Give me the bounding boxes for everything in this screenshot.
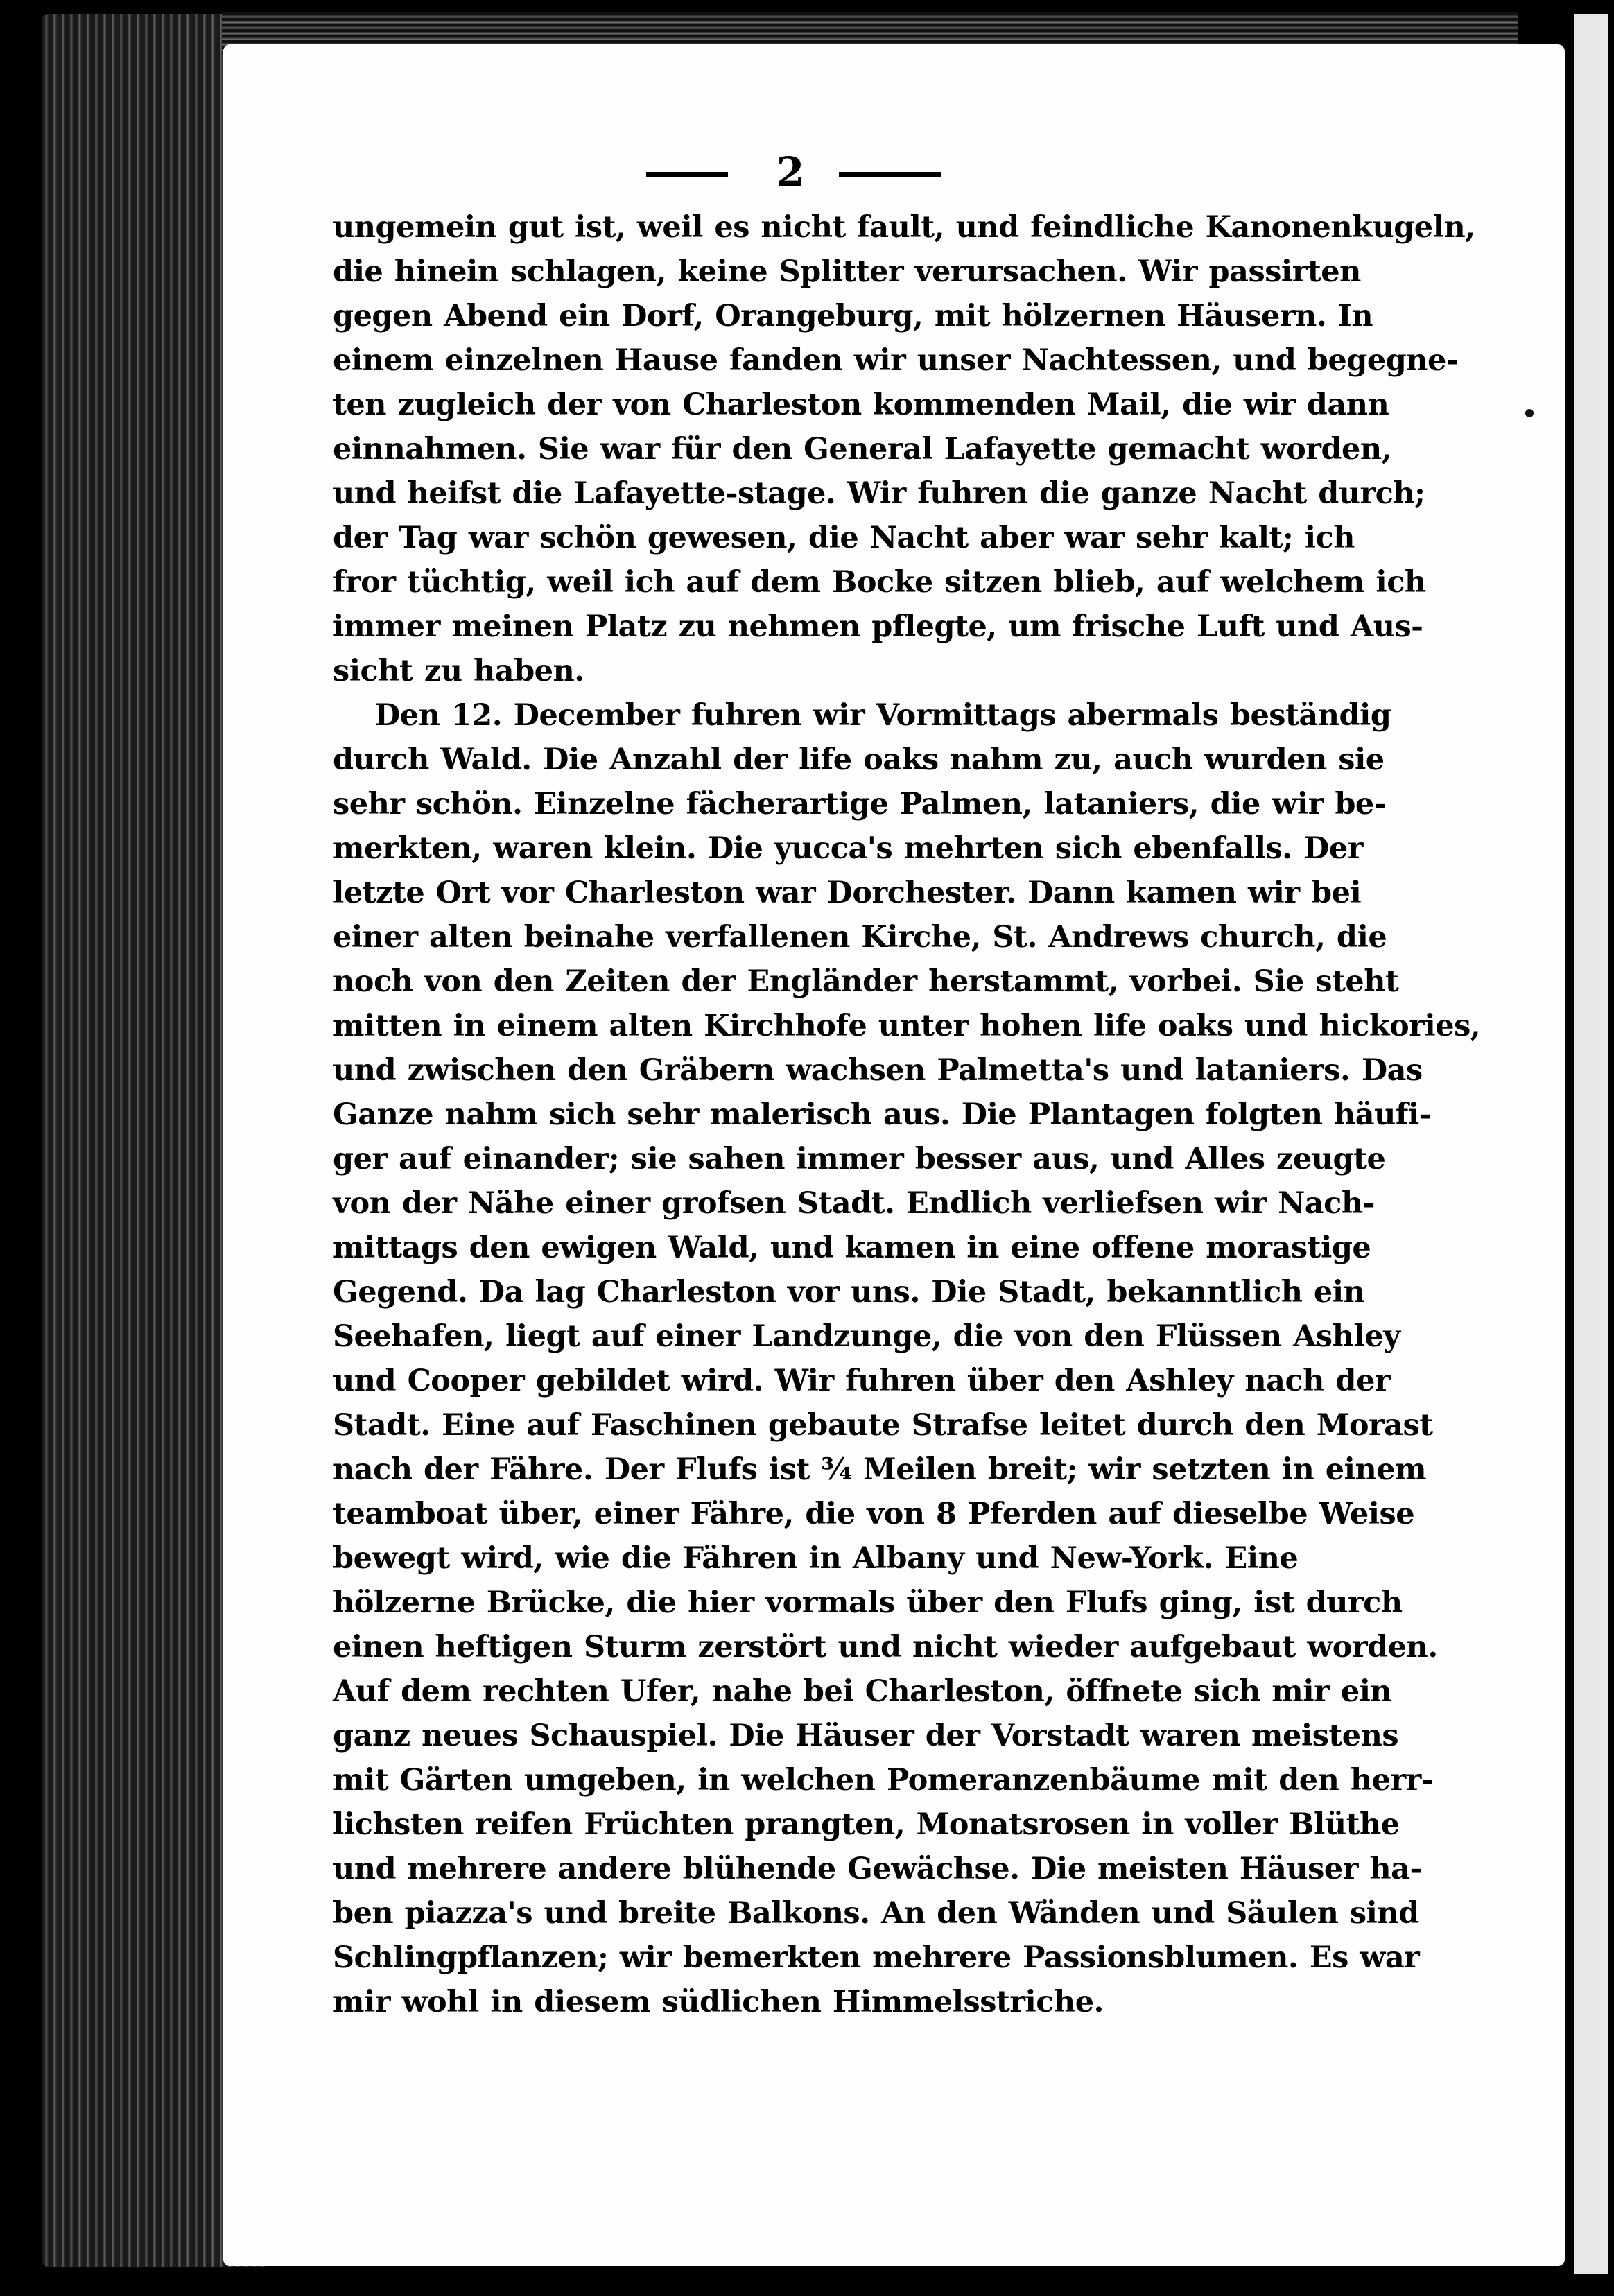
text-line: ungemein gut ist, weil es nicht fault, und feindliche Kanonenkugeln, — [333, 210, 1475, 245]
text-line: hölzerne Brücke, die hier vormals über den Flufs ging, ist durch — [333, 1585, 1403, 1620]
text-line: mitten in einem alten Kirchhofe unter hohen life oaks und hickories, — [333, 1009, 1481, 1043]
text-line: mir wohl in diesem südlichen Himmelsstriche. — [333, 1985, 1104, 2019]
text-line: merkten, waren klein. Die yucca's mehrten sich ebenfalls. Der — [333, 831, 1363, 866]
header-rule-right — [839, 172, 942, 177]
text-line: Stadt. Eine auf Faschinen gebaute Strafse leitet durch den Morast — [333, 1408, 1433, 1443]
text-line: Gegend. Da lag Charleston vor uns. Die Stadt, bekanntlich ein — [333, 1275, 1365, 1310]
text-line: ben piazza's und breite Balkons. An den Wänden und Säulen sind — [333, 1896, 1419, 1931]
text-line: mit Gärten umgeben, in welchen Pomeranzenbäume mit den herr- — [333, 1763, 1434, 1798]
text-line: einen heftigen Sturm zerstört und nicht wieder aufgebaut worden. — [333, 1630, 1438, 1664]
text-line: die hinein schlagen, keine Splitter verursachen. Wir passirten — [333, 254, 1361, 289]
facing-page-edge — [1568, 14, 1608, 2274]
text-line: noch von den Zeiten der Engländer herstammt, vorbei. Sie steht — [333, 964, 1399, 999]
text-line: ganz neues Schauspiel. Die Häuser der Vorstadt waren meistens — [333, 1719, 1399, 1753]
paragraph-first-line: Den 12. December fuhren wir Vormittags abermals beständig — [374, 698, 1391, 733]
header-rule-left — [646, 172, 728, 177]
text-line: sicht zu haben. — [333, 654, 584, 688]
text-line: und Cooper gebildet wird. Wir fuhren über den Ashley nach der — [333, 1364, 1390, 1398]
text-line: nach der Fähre. Der Flufs ist ¾ Meilen breit; wir setzten in einem — [333, 1452, 1427, 1487]
text-line: Seehafen, liegt auf einer Landzunge, die von den Flüssen Ashley — [333, 1319, 1400, 1354]
text-line: fror tüchtig, weil ich auf dem Bocke sitzen blieb, auf welchem ich — [333, 565, 1426, 600]
text-line: und zwischen den Gräbern wachsen Palmetta's und lataniers. Das — [333, 1053, 1423, 1088]
text-line: Ganze nahm sich sehr malerisch aus. Die Plantagen folgten häufi- — [333, 1097, 1432, 1132]
text-line: von der Nähe einer grofsen Stadt. Endlich verliefsen wir Nach- — [333, 1186, 1375, 1221]
text-line: ten zugleich der von Charleston kommenden Mail, die wir dann — [333, 388, 1389, 422]
text-line: immer meinen Platz zu nehmen pflegte, um frische Luft und Aus- — [333, 609, 1423, 644]
text-line: einer alten beinahe verfallenen Kirche, St. Andrews church, die — [333, 920, 1387, 955]
text-line: letzte Ort vor Charleston war Dorchester. Dann kamen wir bei — [333, 876, 1362, 910]
text-line: der Tag war schön gewesen, die Nacht aber war sehr kalt; ich — [333, 521, 1355, 555]
text-line: lichsten reifen Früchten prangten, Monatsrosen in voller Blüthe — [333, 1807, 1400, 1842]
text-line: einnahmen. Sie war für den General Lafayette gemacht worden, — [333, 432, 1392, 467]
text-line: Auf dem rechten Ufer, nahe bei Charleston, öffnete sich mir ein — [333, 1674, 1392, 1709]
text-line: sehr schön. Einzelne fächerartige Palmen, lataniers, die wir be- — [333, 787, 1387, 821]
text-line: und mehrere andere blühende Gewächse. Die meisten Häuser ha- — [333, 1852, 1422, 1886]
text-line: durch Wald. Die Anzahl der life oaks nahm zu, auch wurden sie — [333, 742, 1385, 777]
text-line: bewegt wird, wie die Fähren in Albany und New-York. Eine — [333, 1541, 1299, 1576]
text-line: Schlingpflanzen; wir bemerkten mehrere Passionsblumen. Es war — [333, 1940, 1420, 1975]
text-line: und heifst die Lafayette-stage. Wir fuhren die ganze Nacht durch; — [333, 476, 1425, 511]
text-line: gegen Abend ein Dorf, Orangeburg, mit hölzernen Häusern. In — [333, 299, 1373, 333]
text-line: ger auf einander; sie sahen immer besser aus, und Alles zeugte — [333, 1142, 1386, 1176]
text-line: mittags den ewigen Wald, und kamen in eine offene morastige — [333, 1230, 1371, 1265]
text-line: teamboat über, einer Fähre, die von 8 Pferden auf dieselbe Weise — [333, 1497, 1415, 1531]
page-body-text — [333, 205, 1481, 2024]
page-header — [0, 144, 1614, 200]
text-line: einem einzelnen Hause fanden wir unser Nachtessen, und begegne- — [333, 343, 1459, 378]
page-number: 2 — [776, 148, 805, 195]
ink-speck — [1525, 409, 1534, 417]
